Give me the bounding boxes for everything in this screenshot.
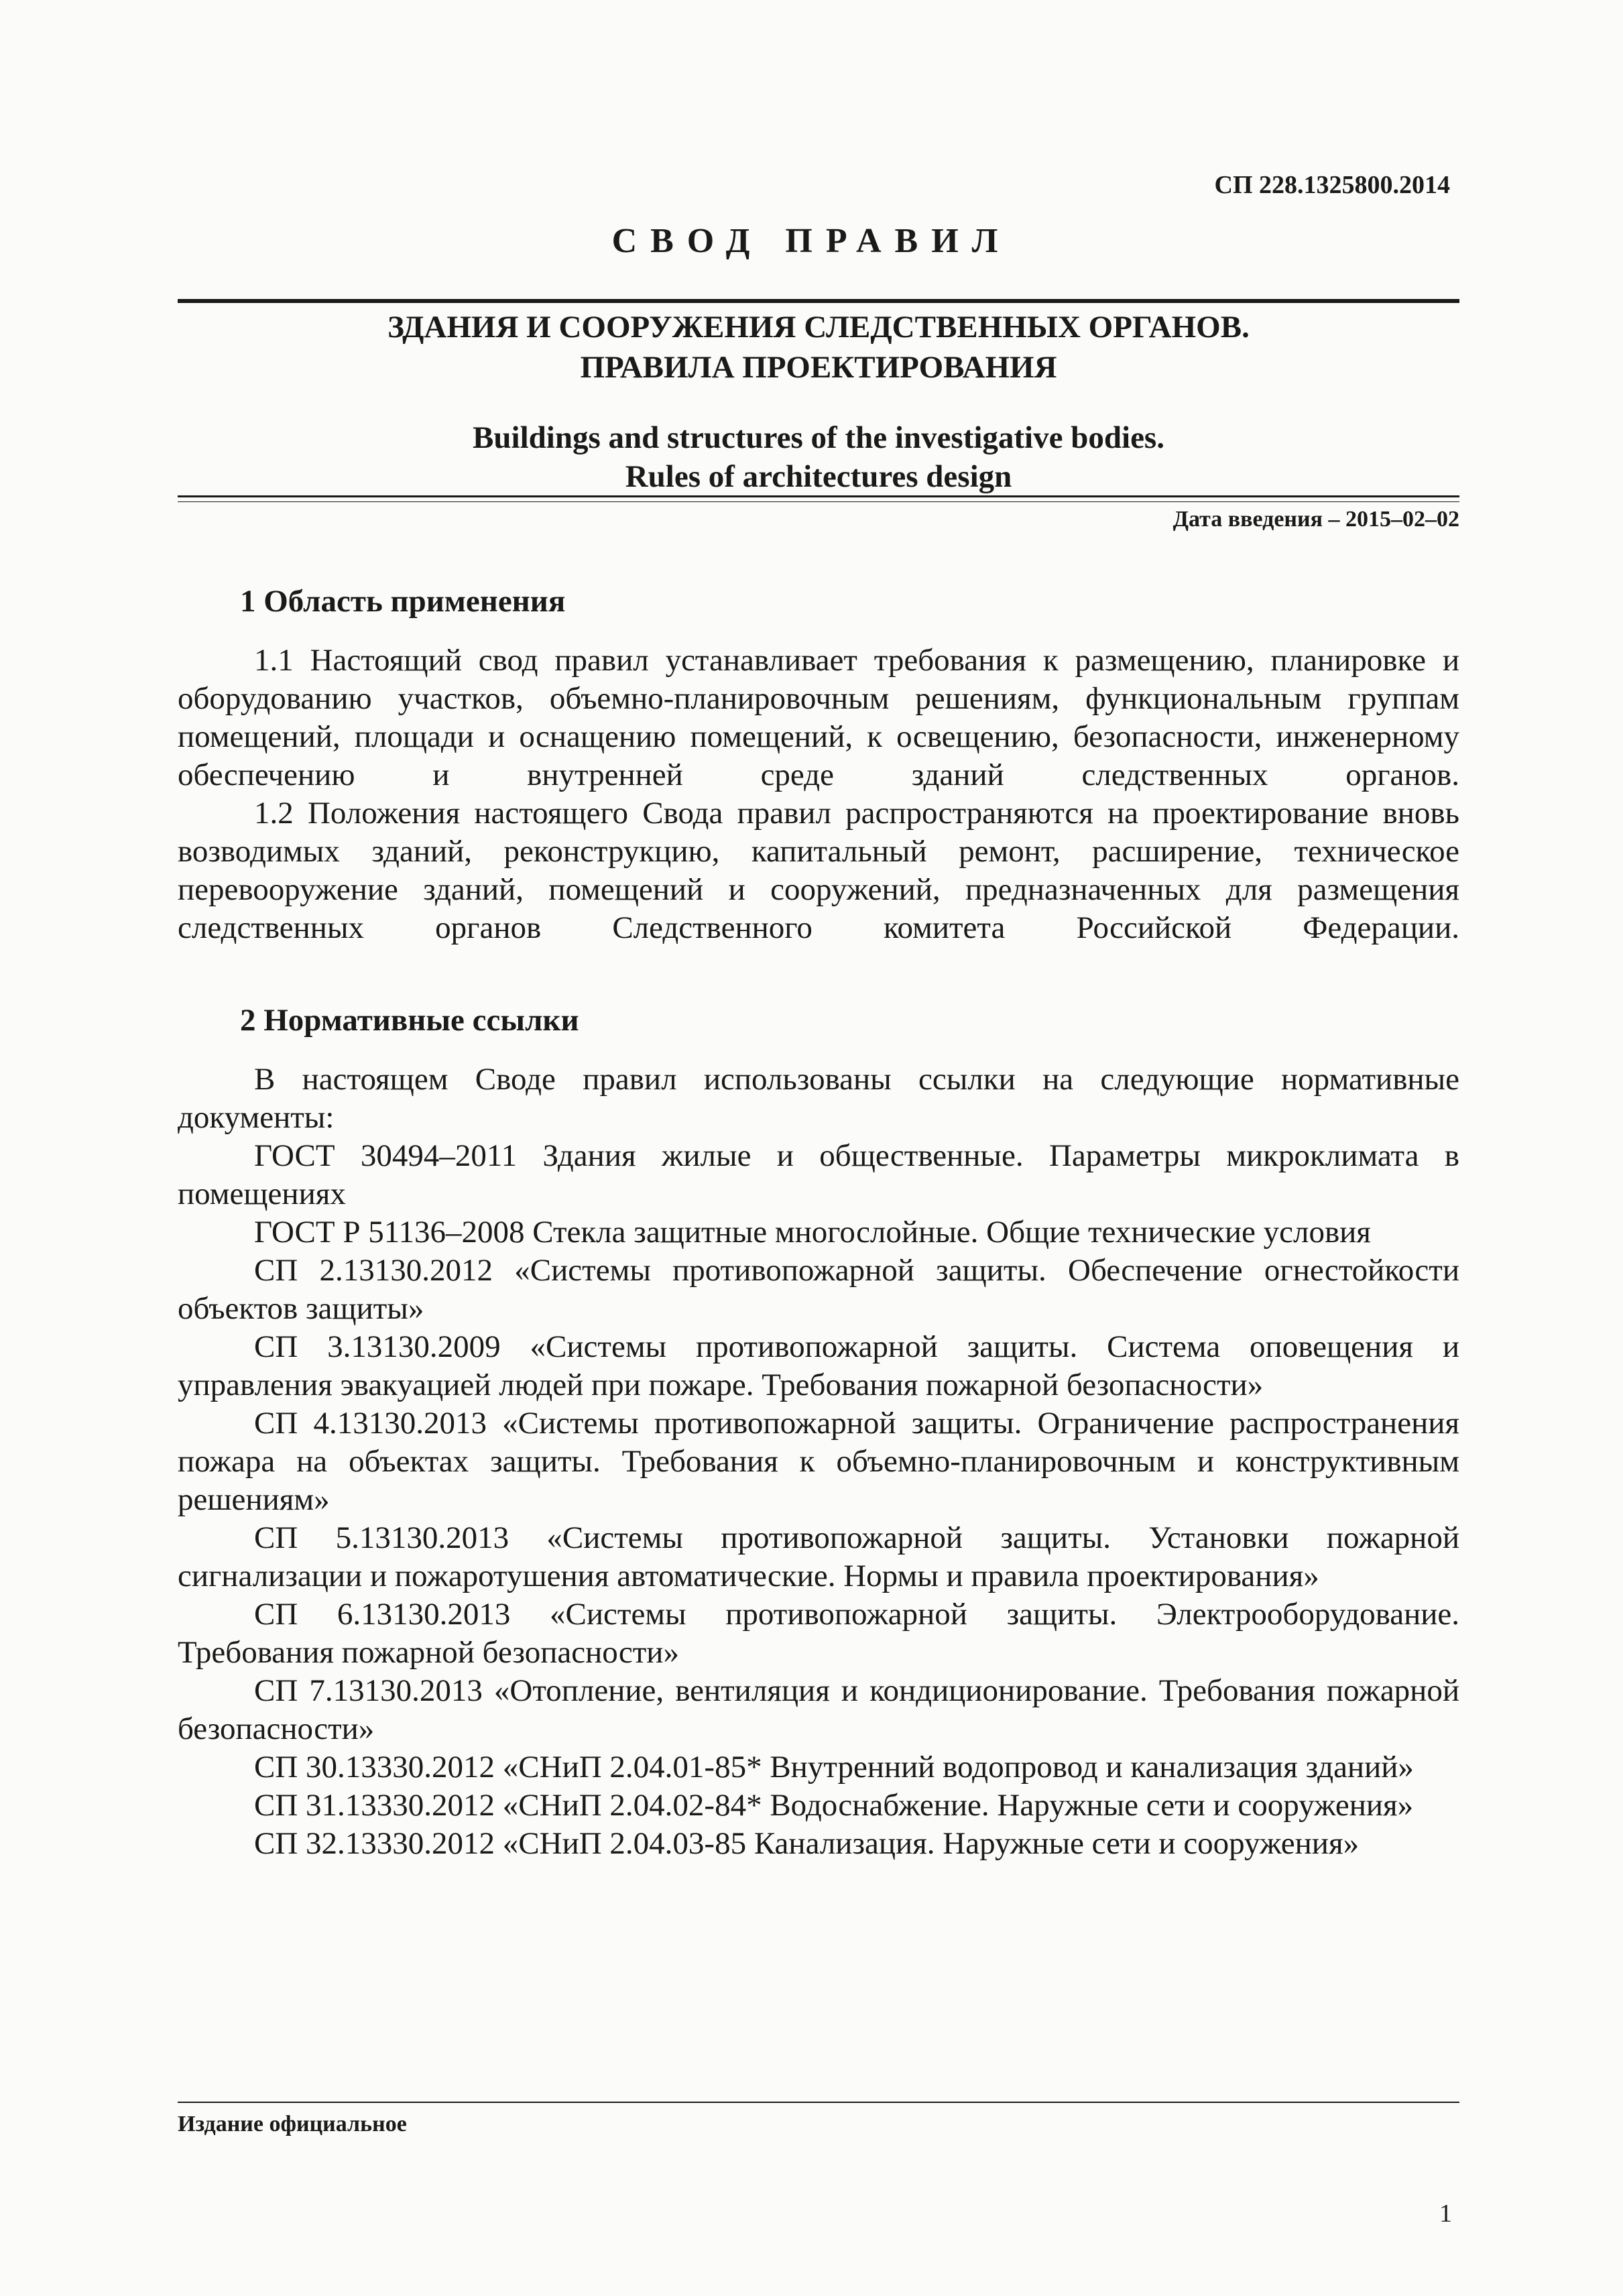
- reference-item: СП 4.13130.2013 «Системы противопожарной защиты. Ограничение распространения пожара на объектах защиты. Требования к объемно-планировочным и конструктивным решениям»: [178, 1406, 1459, 1517]
- document-code: СП 228.1325800.2014: [1214, 171, 1450, 199]
- reference-item: СП 31.13330.2012 «СНиП 2.04.02-84* Водоснабжение. Наружные сети и сооружения»: [254, 1788, 1414, 1823]
- reference-item: СП 30.13330.2012 «СНиП 2.04.01-85* Внутренний водопровод и канализация зданий»: [254, 1750, 1414, 1785]
- reference-item: СП 32.13330.2012 «СНиП 2.04.03-85 Канализация. Наружные сети и сооружения»: [254, 1826, 1360, 1861]
- title-bottom-rule-thin: [178, 501, 1459, 502]
- document-title-en: [178, 418, 1459, 496]
- section-2-heading: 2 Нормативные ссылки: [240, 1003, 579, 1038]
- section-1-paragraph-2: 1.2 Положения настоящего Свода правил распространяются на проектирование вновь возводимых зданий, реконструкцию, капитальный ремонт, расширение, техническое перевооружение зданий, помещений и сооружений, предназначенных для размещения следственных органов Следственного комитета Российской Федерации.: [178, 796, 1459, 945]
- collection-title: СВОД ПРАВИЛ: [611, 222, 1012, 260]
- reference-item: ГОСТ 30494–2011 Здания жилые и общественные. Параметры микроклимата в помещениях: [178, 1138, 1459, 1211]
- document-title-ru: [178, 307, 1459, 387]
- reference-item: СП 5.13130.2013 «Системы противопожарной защиты. Установки пожарной сигнализации и пожаротушения автоматические. Нормы и правила проектирования»: [178, 1520, 1459, 1593]
- section-1-heading: 1 Область применения: [240, 584, 566, 619]
- reference-item: СП 6.13130.2013 «Системы противопожарной защиты. Электрооборудование. Требования пожарной безопасности»: [178, 1597, 1459, 1670]
- normative-references: [178, 1061, 1459, 1863]
- footer-rule: [178, 2102, 1459, 2103]
- section-1-paragraph-1: 1.1 Настоящий свод правил устанавливает требования к размещению, планировке и оборудованию участков, объемно-планировочным решениям, функциональным группам помещений, площади и оснащению помещений, к освещению, безопасности, инженерному обеспечению и внутренней среде зданий следственных органов.: [178, 643, 1459, 792]
- reference-item: СП 7.13130.2013 «Отопление, вентиляция и кондиционирование. Требования пожарной безопасности»: [178, 1673, 1459, 1746]
- title-top-rule: [178, 299, 1459, 303]
- title-en-line-1: Buildings and structures of the investigative bodies.: [473, 420, 1164, 455]
- title-en-line-2: Rules of architectures design: [625, 459, 1012, 494]
- reference-item: СП 3.13130.2009 «Системы противопожарной защиты. Система оповещения и управления эвакуацией людей при пожаре. Требования пожарной безопасности»: [178, 1329, 1459, 1402]
- title-bottom-rule-thick: [178, 495, 1459, 497]
- introduction-date: Дата введения – 2015–02–02: [1173, 507, 1459, 532]
- title-ru-line-2: ПРАВИЛА ПРОЕКТИРОВАНИЯ: [580, 350, 1057, 385]
- references-intro: В настоящем Своде правил использованы ссылки на следующие нормативные документы:: [178, 1062, 1459, 1135]
- reference-item: ГОСТ Р 51136–2008 Стекла защитные многослойные. Общие технические условия: [254, 1215, 1371, 1250]
- reference-item: СП 2.13130.2012 «Системы противопожарной защиты. Обеспечение огнестойкости объектов защиты»: [178, 1253, 1459, 1326]
- edition-label: Издание официальное: [178, 2112, 407, 2136]
- title-ru-line-1: ЗДАНИЯ И СООРУЖЕНИЯ СЛЕДСТВЕННЫХ ОРГАНОВ.: [387, 310, 1250, 345]
- page-number: 1: [1439, 2199, 1452, 2228]
